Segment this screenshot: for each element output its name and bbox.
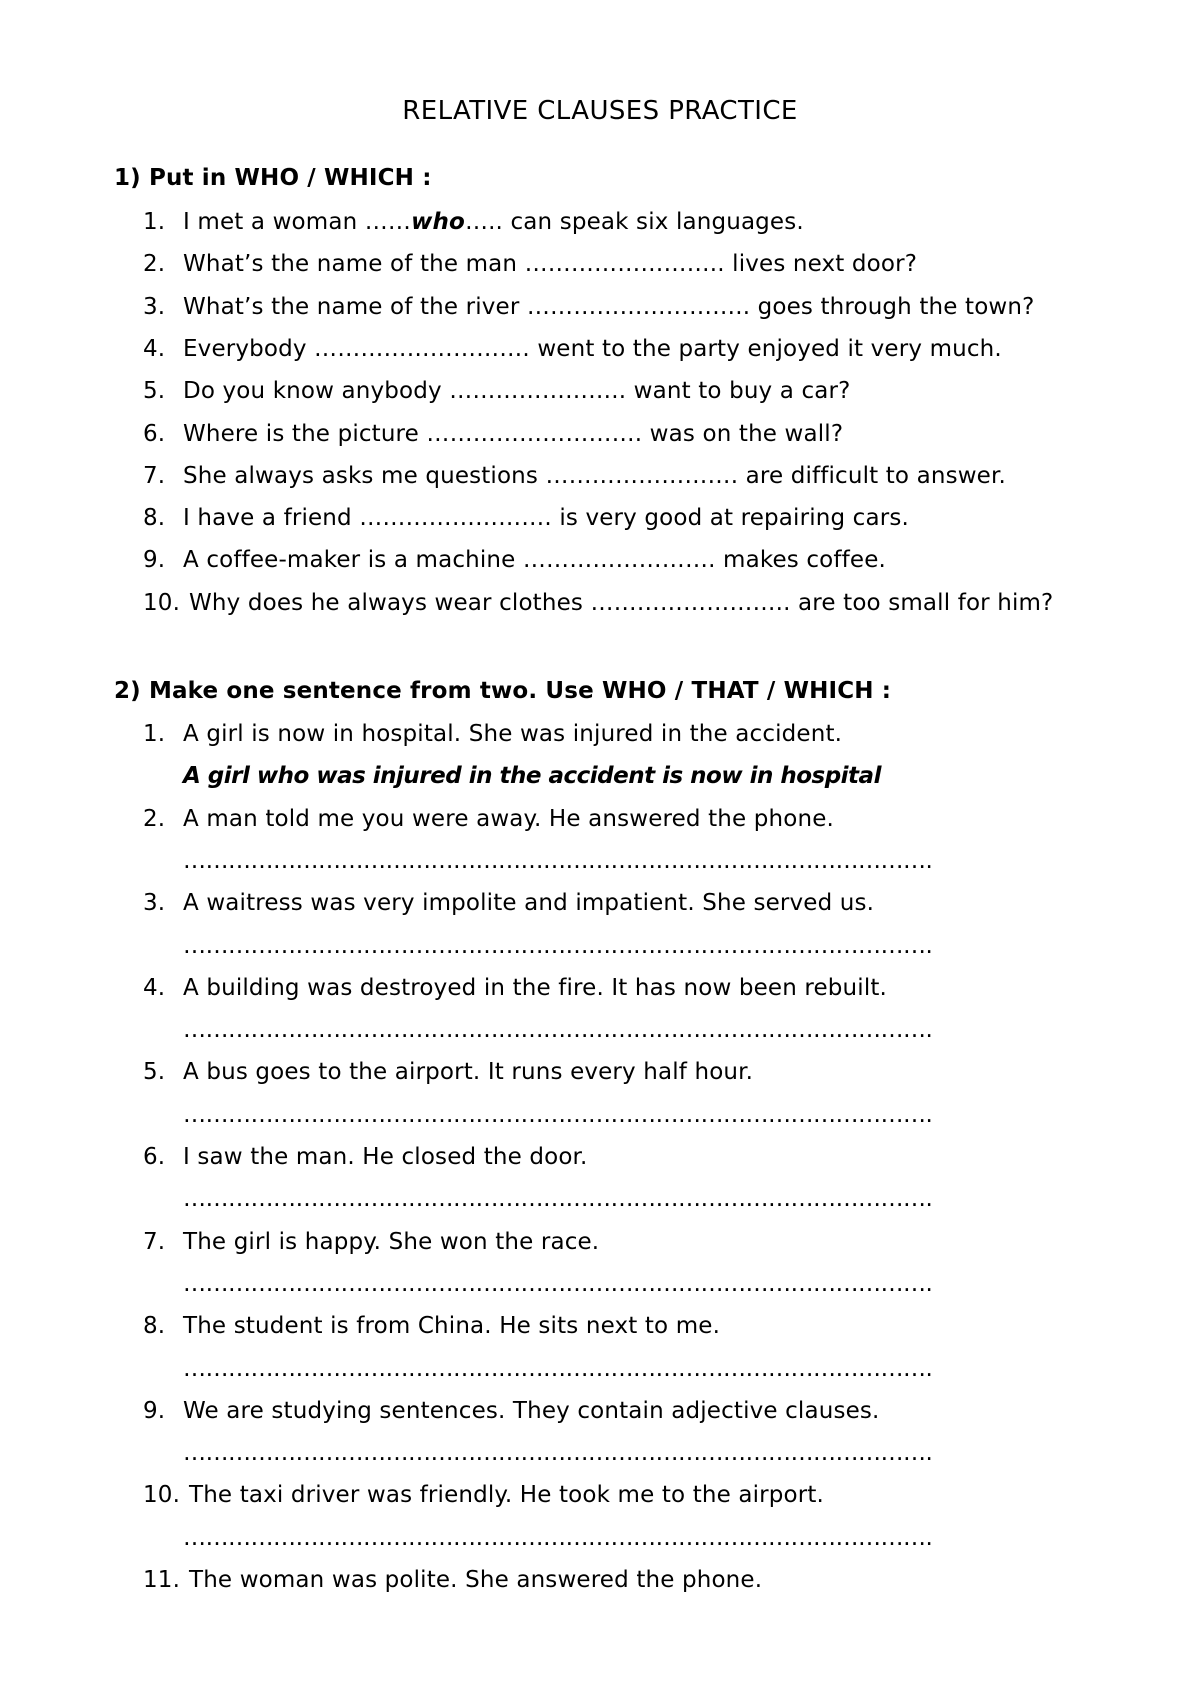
item-number: 5.: [143, 1059, 166, 1086]
exercise-1-item: [0, 419, 1200, 449]
exercise-2-item: [0, 1311, 1200, 1341]
item-number: 6.: [143, 1144, 166, 1170]
blank-dots: ……………………………………………………………………………………….: [183, 1017, 933, 1044]
exercise-2-item: [0, 973, 1200, 1003]
exercise-1-item: [0, 207, 1200, 237]
exercise-1-item: [0, 334, 1200, 364]
item-sentence: The woman was polite. She answered the phone.: [189, 1567, 763, 1593]
item-sentence: The student is from China. He sits next to me.: [183, 1313, 721, 1340]
exercise-2-item: [0, 1565, 1200, 1595]
item-sentence: The taxi driver was friendly. He took me to the airport.: [189, 1482, 824, 1509]
item-number: 9.: [143, 1397, 166, 1424]
item-number: 7.: [143, 462, 166, 489]
item-number: 11.: [143, 1567, 181, 1593]
blank-dots: ……………………………………………………………………………………….: [183, 932, 933, 959]
blank-dots: ……………………………………………………………………………………….: [183, 1355, 933, 1382]
sentence-text: I met a woman ……: [183, 209, 412, 235]
item-sentence: [183, 419, 843, 449]
answer-blank-line[interactable]: [0, 846, 1200, 876]
answer-blank-line[interactable]: [0, 1523, 1200, 1553]
item-sentence: [183, 503, 909, 533]
exercise-2-item: [0, 804, 1200, 834]
item-sentence: A girl is now in hospital. She was injured in the accident.: [183, 721, 843, 747]
item-sentence: The girl is happy. She won the race.: [183, 1228, 600, 1255]
sentence-text: What’s the name of the river ……………………….. goes through the town?: [183, 293, 1035, 320]
exercise-1-item: [0, 376, 1200, 406]
blank-dots: ……………………………………………………………………………………….: [183, 1440, 933, 1467]
item-number: 3.: [143, 890, 166, 917]
exercise-2-item: [0, 1396, 1200, 1426]
item-sentence: A building was destroyed in the fire. It has now been rebuilt.: [183, 974, 887, 1001]
sentence-text: A coffee-maker is a machine ……………………. makes coffee.: [183, 547, 886, 574]
answer-blank-line[interactable]: [0, 1438, 1200, 1468]
item-number: 8.: [143, 1313, 166, 1340]
example-answer-line: [0, 761, 1200, 791]
item-sentence: [183, 545, 886, 575]
item-number: 2.: [143, 805, 166, 832]
item-number: 10.: [143, 589, 181, 616]
item-number: 4.: [143, 335, 166, 362]
exercise-2-item: [0, 1227, 1200, 1257]
exercise-1-item: [0, 545, 1200, 575]
answer-blank-line[interactable]: [0, 1100, 1200, 1130]
item-number: 8.: [143, 505, 166, 532]
blank-dots: ……………………………………………………………………………………….: [183, 1186, 933, 1213]
sentence-text: I have a friend ……………………. is very good at repairing cars.: [183, 505, 909, 532]
sentence-text: Why does he always wear clothes …………………….. are too small for him?: [189, 589, 1054, 616]
exercise-1-item: [0, 249, 1200, 279]
section-1-heading: 1) Put in WHO / WHICH :: [114, 165, 432, 191]
exercise-2-item: [0, 719, 1200, 749]
item-sentence: [183, 376, 850, 406]
blank-dots: ……………………………………………………………………………………….: [183, 1270, 933, 1297]
answer-blank-line[interactable]: [0, 1184, 1200, 1214]
answer-blank-line[interactable]: [0, 931, 1200, 961]
item-number: 5.: [143, 378, 166, 405]
sentence-text: She always asks me questions ……………………. are difficult to answer.: [183, 462, 1006, 489]
item-number: 2.: [143, 251, 166, 278]
blank-dots: ……………………………………………………………………………………….: [183, 1101, 933, 1128]
item-number: 6.: [143, 420, 166, 447]
item-number: 3.: [143, 293, 166, 320]
exercise-2-item: [0, 1480, 1200, 1510]
item-number: 10.: [143, 1482, 181, 1509]
item-sentence: [183, 334, 1002, 364]
sentence-text: Where is the picture ………………………. was on the wall?: [183, 420, 844, 447]
item-sentence: [183, 461, 1006, 491]
exercise-1-item: [0, 292, 1200, 322]
exercise-1-item: [0, 503, 1200, 533]
example-answer: A girl who was injured in the accident is now in hospital: [183, 763, 881, 790]
page-title: RELATIVE CLAUSES PRACTICE: [402, 96, 798, 126]
sentence-text-after: ….. can speak six languages.: [464, 209, 804, 235]
blank-dots: ……………………………………………………………………………………….: [183, 847, 933, 874]
item-sentence: [183, 292, 1034, 322]
item-number: 1.: [143, 209, 166, 235]
answer-blank-line[interactable]: [0, 1354, 1200, 1384]
item-sentence: A man told me you were away. He answered the phone.: [183, 805, 834, 832]
sentence-text: Do you know anybody ………………….. want to buy a car?: [183, 378, 851, 405]
item-number: 9.: [143, 547, 166, 574]
exercise-1-item: [0, 461, 1200, 491]
item-sentence: A waitress was very impolite and impatient. She served us.: [183, 890, 875, 917]
item-number: 7.: [143, 1228, 166, 1255]
answer-blank-line[interactable]: [0, 1015, 1200, 1045]
answer-blank-line[interactable]: [0, 1269, 1200, 1299]
item-number: 4.: [143, 974, 166, 1001]
exercise-2-item: [0, 1142, 1200, 1172]
item-sentence: [183, 249, 917, 279]
item-number: 1.: [143, 721, 166, 747]
sentence-text: What’s the name of the man …………………….. lives next door?: [183, 251, 918, 278]
exercise-2-item: [0, 1057, 1200, 1087]
item-sentence: [183, 207, 804, 237]
item-sentence: I saw the man. He closed the door.: [183, 1144, 588, 1170]
sentence-text: Everybody ………………………. went to the party enjoyed it very much.: [183, 335, 1002, 362]
section-2-heading: 2) Make one sentence from two. Use WHO / THAT / WHICH :: [114, 678, 892, 704]
item-sentence: A bus goes to the airport. It runs every half hour.: [183, 1059, 754, 1086]
item-sentence: [189, 588, 1053, 618]
example-answer: who: [411, 209, 465, 235]
item-sentence: We are studying sentences. They contain adjective clauses.: [183, 1397, 880, 1424]
exercise-2-item: [0, 888, 1200, 918]
blank-dots: ……………………………………………………………………………………….: [183, 1524, 933, 1551]
exercise-1-item: [0, 588, 1200, 618]
